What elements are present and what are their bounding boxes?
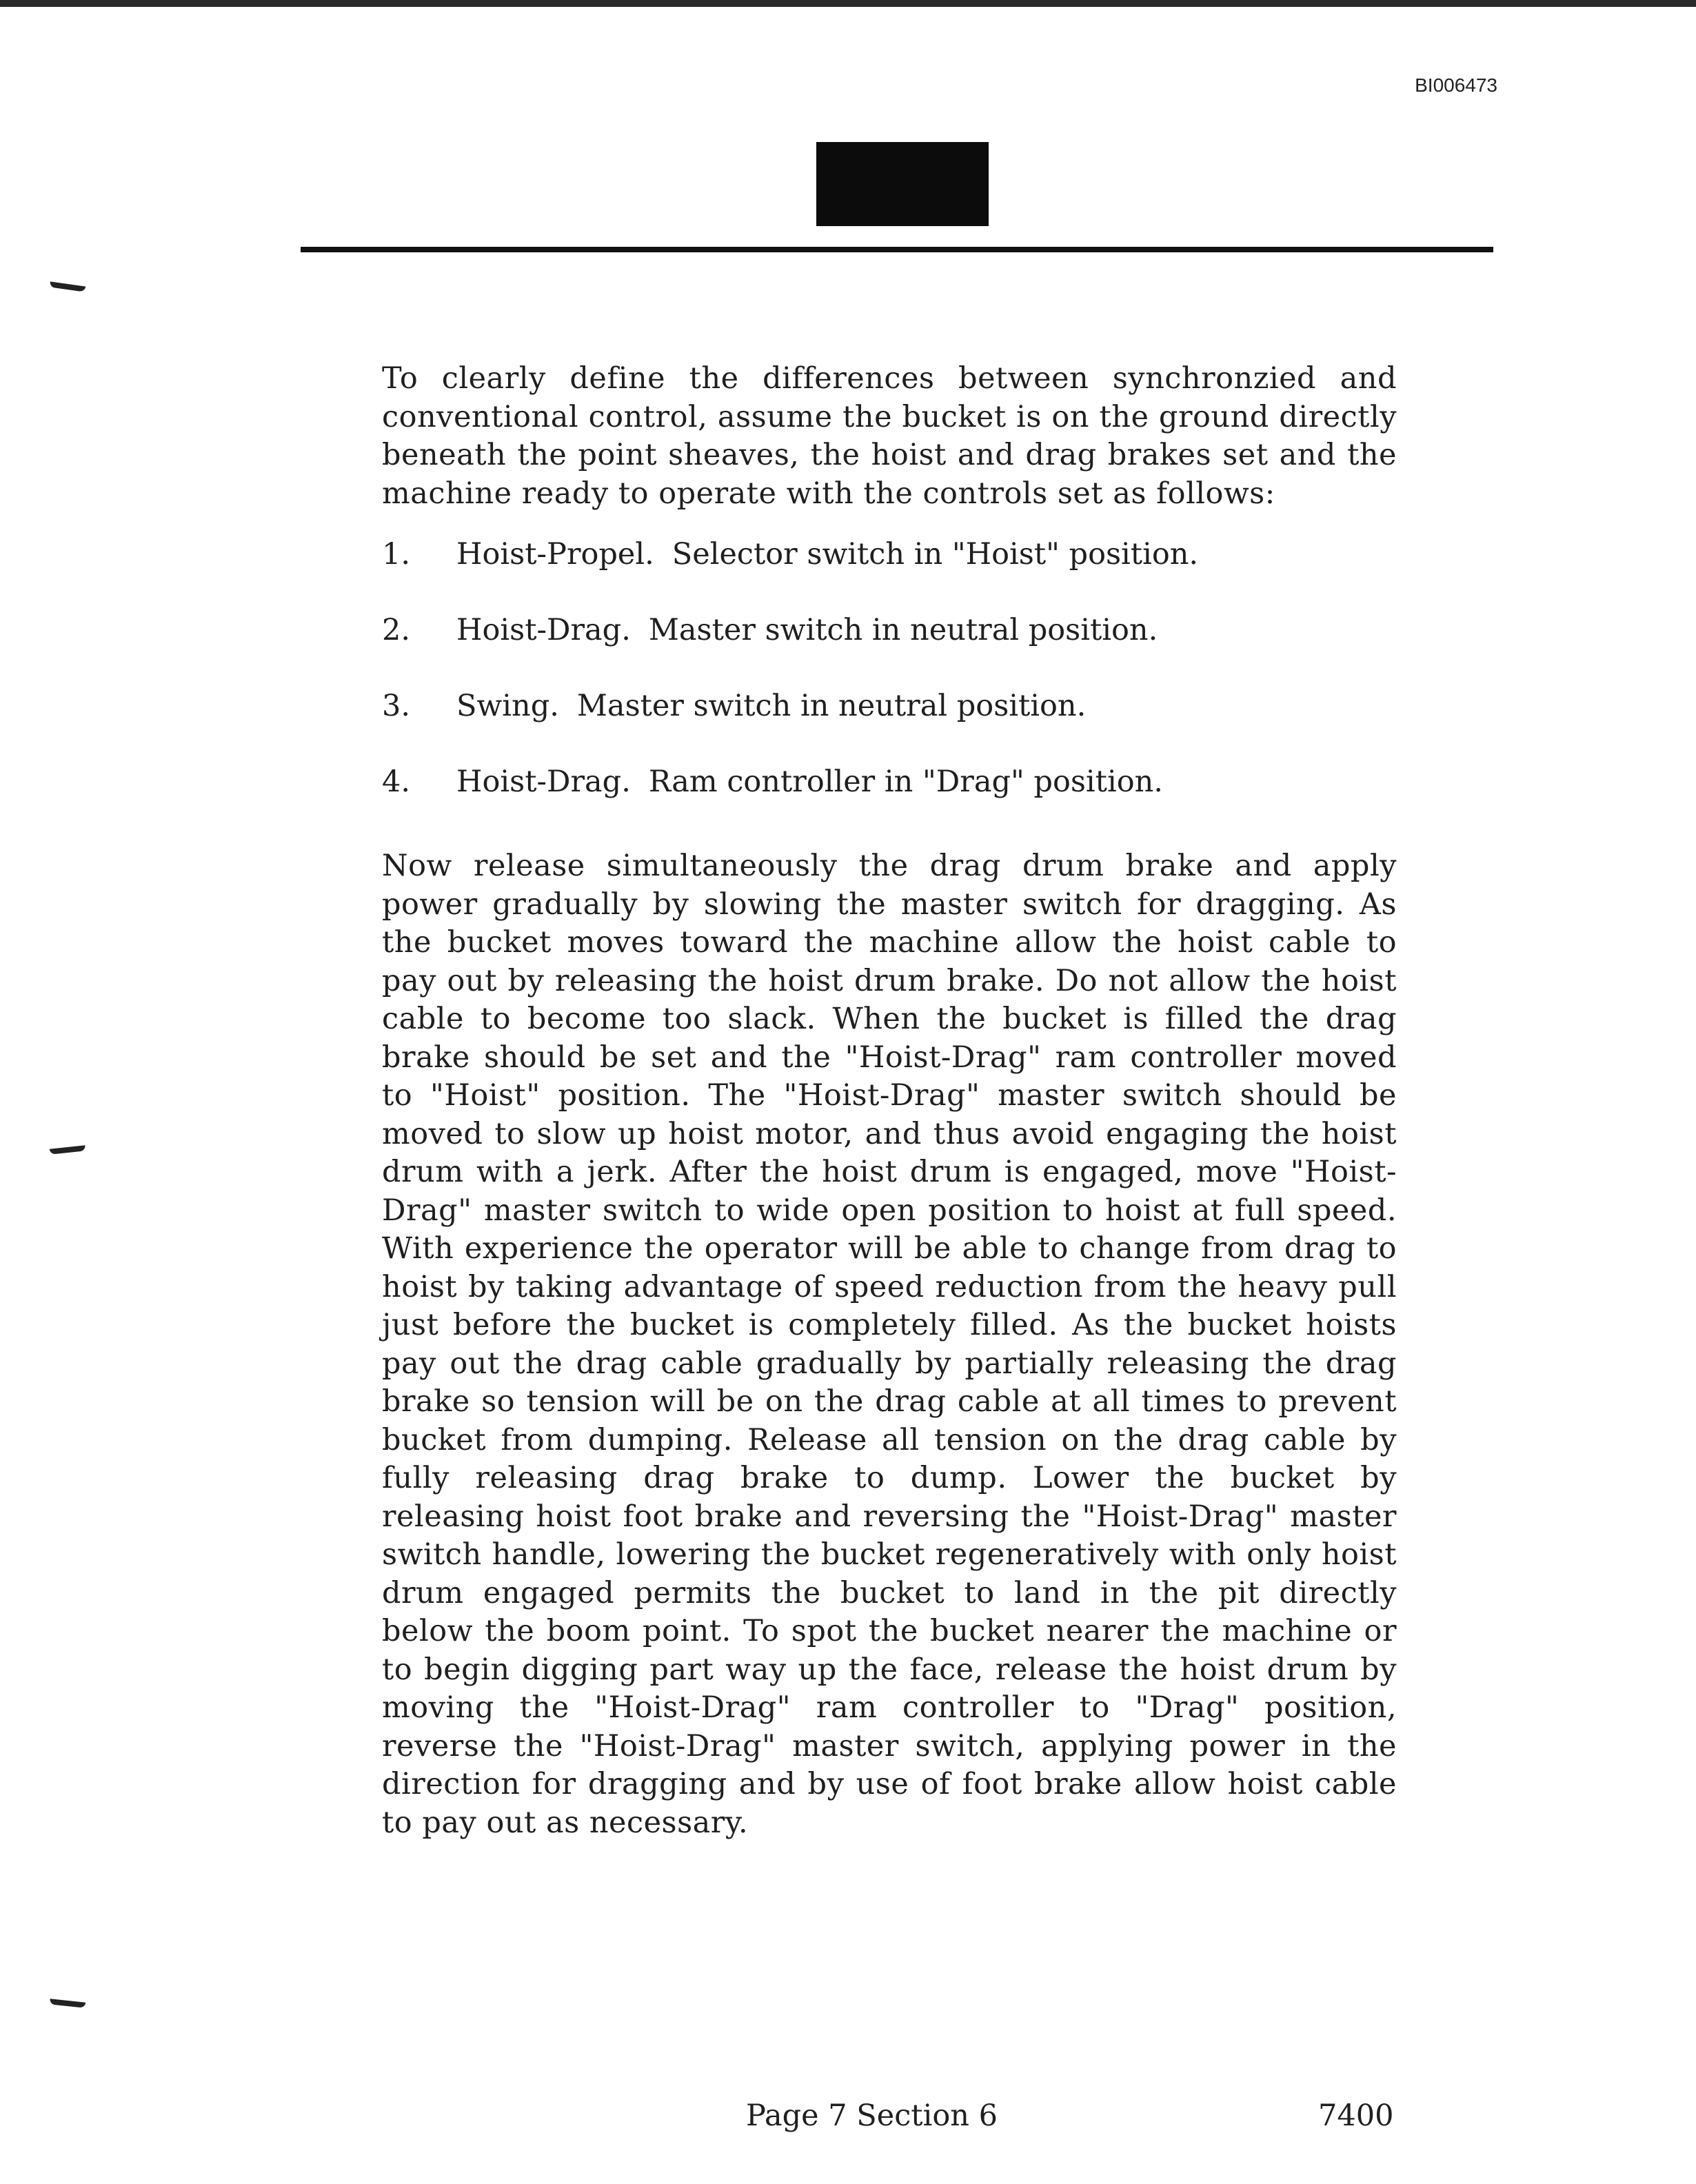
binder-hole-mark (50, 281, 86, 292)
item-text: Master switch in neutral position. (648, 613, 1158, 647)
item-text: Ram controller in "Drag" position. (648, 765, 1163, 799)
top-border (0, 0, 1696, 7)
control-settings-list (382, 536, 1397, 825)
list-item (382, 687, 1397, 763)
document-number: 7400 (1318, 2099, 1394, 2133)
item-number: 2. (382, 613, 411, 647)
item-number: 4. (382, 765, 411, 799)
header-rule (301, 247, 1493, 252)
page-content (382, 360, 1397, 1842)
list-item (382, 763, 1397, 825)
body-paragraph: Now release simultaneously the drag drum brake and apply power gradually by slowing the master switch for dragging. As the bucket moves toward the machine allow the hoist cable to pay out by releasing the hoist drum brake. Do not allow the hoist cable to become too slack. When the bucket is filled the drag brake should be set and the "Hoist-Drag" ram controller moved to "Hoist" position. The "Hoist-Drag" master switch should be moved to slow up hoist motor, and thus avoid engaging the hoist drum with a jerk. After the hoist drum is engaged, move "Hoist-Drag" master switch to wide open position to hoist at full speed. With experience the operator will be able to change from drag to hoist by taking advantage of speed reduction from the heavy pull just before the bucket is completely filled. As the bucket hoists pay out the drag cable gradually by partially releasing the drag brake so tension will be on the drag cable at all times to prevent bucket from dumping. Release all tension on the drag cable by fully releasing drag brake to dump. Lower the bucket by releasing hoist foot brake and reversing the "Hoist-Drag" master switch handle, lowering the bucket regeneratively with only hoist drum engaged permits the bucket to land in the pit directly below the boom point. To spot the bucket nearer the machine or to begin digging part way up the face, release the hoist drum by moving the "Hoist-Drag" ram controller to "Drag" position, reverse the "Hoist-Drag" master switch, applying power in the direction for dragging and by use of foot brake allow hoist cable to pay out as necessary. (382, 849, 1397, 1840)
company-logo (816, 142, 989, 226)
item-text: Selector switch in "Hoist" position. (672, 537, 1199, 572)
page-number: Page 7 Section 6 (746, 2099, 998, 2133)
list-item (382, 536, 1397, 611)
item-number: 3. (382, 689, 411, 723)
item-label: Hoist-Drag. (456, 765, 631, 799)
binder-hole-mark (50, 1145, 86, 1154)
list-item (382, 611, 1397, 687)
item-label: Hoist-Propel. (456, 537, 654, 572)
item-number: 1. (382, 537, 411, 572)
item-label: Hoist-Drag. (456, 613, 631, 647)
item-label: Swing. (456, 689, 559, 723)
intro-paragraph: To clearly define the differences between synchronzied and conventional control, assume the bucket is on the ground directly beneath the point sheaves, the hoist and drag brakes set and the machine ready to operate with the controls set as follows: (382, 361, 1397, 511)
document-id: BI006473 (1415, 74, 1497, 96)
item-text: Master switch in neutral position. (576, 689, 1087, 723)
binder-hole-mark (50, 1999, 86, 2008)
